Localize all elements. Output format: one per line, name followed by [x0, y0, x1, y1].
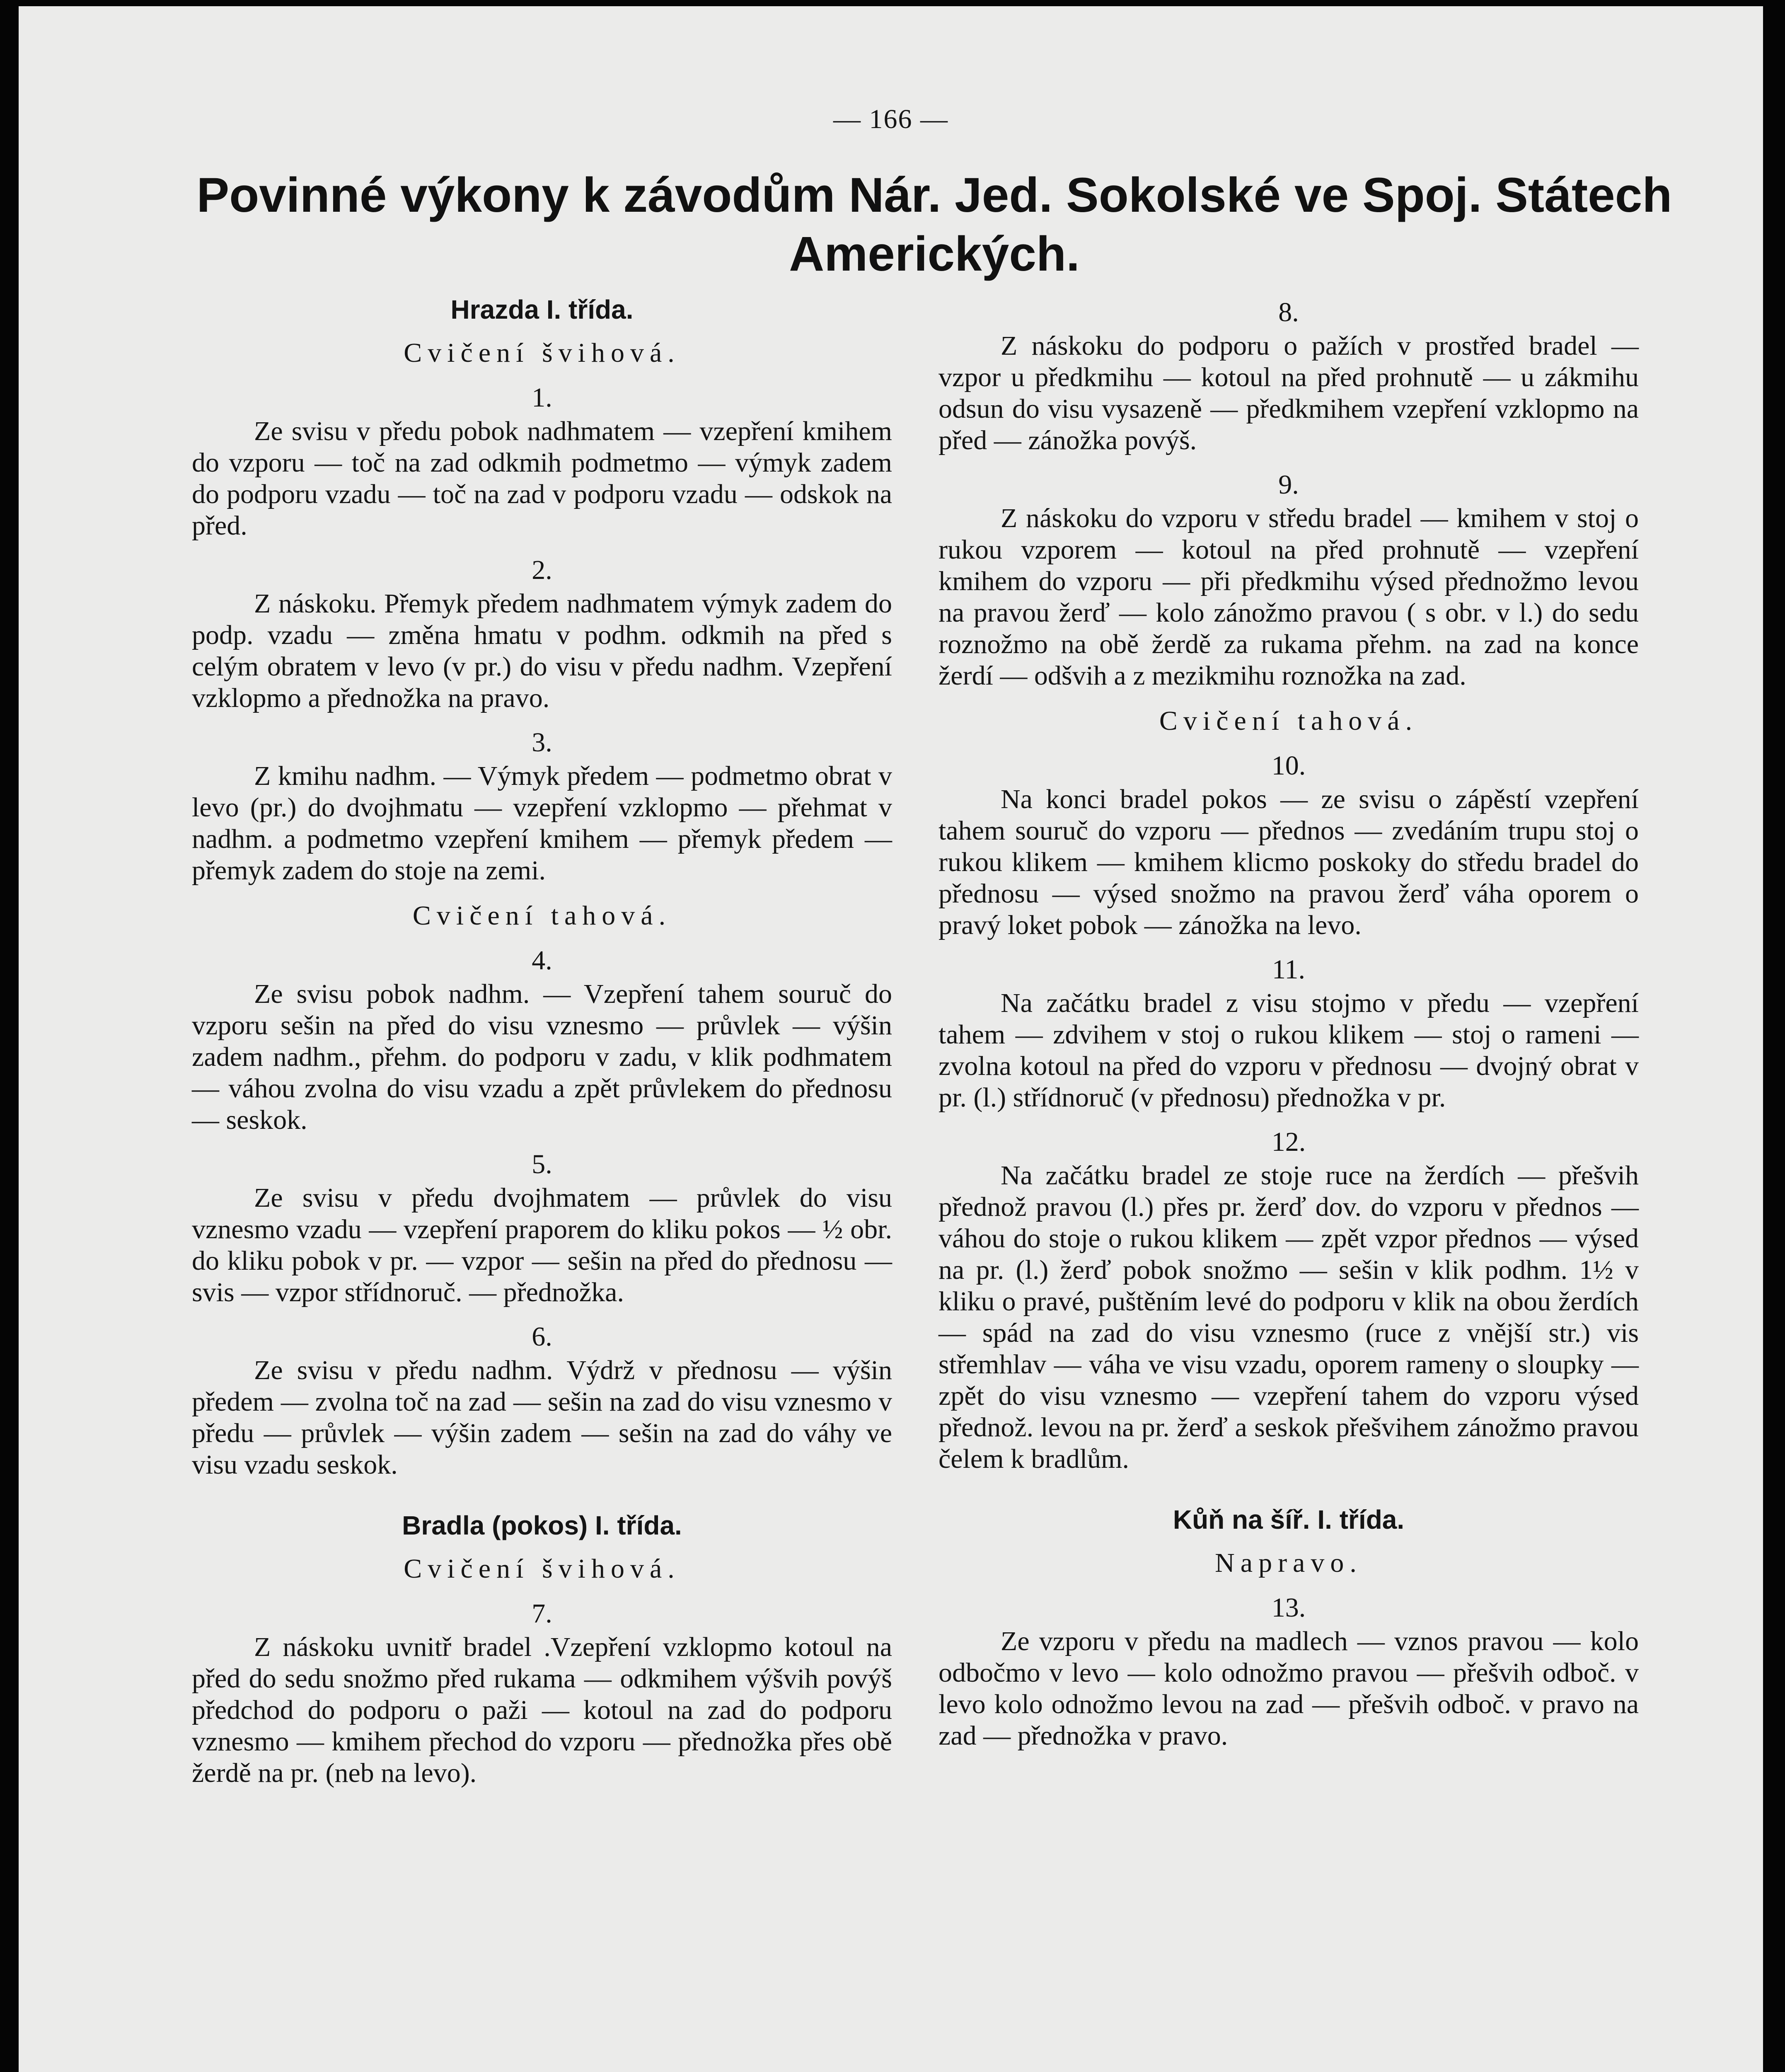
subheading-svihova: Cvičení švihová.: [404, 1554, 680, 1584]
exercise-number: 8.: [1278, 297, 1299, 327]
exercise-text: Na začátku bradel ze stoje ruce na žerdích — přešvih přednož pravou (l.) přes pr. žerď dov. do vzporu v přednos — váhou do stoje o rukou klikem — zpět vzpor přednos — výsed na pr. (l.) žerď pobok snožmo — sešin v klik podhm. 1½ v kliku o pravé, puštěním levé do podporu v klik na obou žerdích — spád na zad do visu vznesmo (ruce z vnější str.) vis střemhlav — váha ve visu vzadu, oporem rameny o sloupky — zpět do visu vznesmo — vzepření tahem do vzporu výsed přednož. levou na pr. žerď a seskok přešvihem zánožmo pravou čelem k bradlům.: [938, 1160, 1639, 1474]
exercise-text: Ze svisu v předu pobok nadhmatem — vzepření kmihem do vzporu — toč na zad odkmih podmetmo — výmyk zadem do podporu vzadu — toč na zad v podporu vzadu — odskok na před.: [192, 416, 892, 541]
subheading-napravo: Napravo.: [1215, 1548, 1362, 1578]
exercise-text: Na začátku bradel z visu stojmo v předu — vzepření tahem — zdvihem v stoj o rukou klikem — stoj o rameni — zvolna kotoul na před do vzporu v přednosu — dvojný obrat v pr. (l.) střídnoruč (v přednosu) přednožka v pr.: [938, 988, 1639, 1113]
left-column: [192, 292, 892, 1800]
exercise-text: Ze svisu v předu nadhm. Výdrž v přednosu — výšin předem — zvolna toč na zad — sešin na zad do visu vznesmo v předu — průvlek — výšin zadem — sešin na zad do váhy ve visu vzadu seskok.: [192, 1355, 892, 1480]
page-number: — 166 —: [833, 104, 948, 134]
section-heading-bradla: Bradla (pokos) I. třída.: [402, 1510, 682, 1540]
exercise-number: 12.: [1271, 1127, 1306, 1157]
exercise-number: 6.: [532, 1322, 552, 1352]
section-heading-kun: Kůň na šíř. I. třída.: [1173, 1505, 1405, 1535]
exercise-number: 5.: [532, 1149, 552, 1179]
exercise-text: Z náskoku uvnitř bradel .Vzepření vzklopmo kotoul na před do sedu snožmo před rukama — odkmihem výšvih povýš předchod do podporu o paži — kotoul na zad do podporu vznesmo — kmihem přechod do vzporu — přednožka přes obě žerdě na pr. (neb na levo).: [192, 1632, 892, 1788]
section-heading-hrazda: Hrazda I. třída.: [450, 295, 634, 324]
exercise-number: 13.: [1271, 1593, 1306, 1623]
exercise-text: Z náskoku do vzporu v středu bradel — kmihem v stoj o rukou vzporem — kotoul na před prohnutě — vzepření kmihem do vzporu — při předkmihu výsed přednožmo levou na pravou žerď — kolo zánožmo pravou ( s obr. v l.) do sedu roznožmo na obě žerdě za rukama přehm. na zad na konce žerdí — odšvih a z mezikmihu roznožka na zad.: [938, 503, 1639, 691]
subheading-tahova: Cvičení tahová.: [412, 900, 672, 931]
scanned-page: [19, 6, 1763, 2072]
exercise-number: 11.: [1272, 954, 1306, 985]
exercise-text: Ze svisu v předu dvojhmatem — průvlek do visu vznesmo vzadu — vzepření praporem do kliku pokos — ½ obr. do kliku pobok v pr. — vzpor — sešin na před do přednosu — svis — vzpor střídnoruč. — přednožka.: [192, 1183, 892, 1307]
exercise-text: Ze vzporu v předu na madlech — vznos pravou — kolo odbočmo v levo — kolo odnožmo pravou — přešvih odboč. v levo kolo odnožmo levou na zad — přešvih odboč. v pravo na zad — přednožka v pravo.: [938, 1626, 1639, 1751]
exercise-number: 3.: [532, 727, 552, 758]
right-column: [938, 292, 1639, 1762]
exercise-number: 2.: [532, 555, 552, 585]
exercise-text: Z kmihu nadhm. — Výmyk předem — podmetmo obrat v levo (pr.) do dvojhmatu — vzepření vzklopmo — přehmat v nadhm. a podmetmo vzepření kmihem — přemyk předem — přemyk zadem do stoje na zemi.: [192, 761, 892, 886]
exercise-number: 4.: [532, 945, 552, 975]
exercise-text: Na konci bradel pokos — ze svisu o zápěstí vzepření tahem souruč do vzporu — přednos — zvedáním trupu stoj o rukou klikem — kmihem klicmo poskoky do středu bradel do přednosu — výsed snožmo na pravou žerď váha oporem o pravý loket pobok — zánožka na levo.: [938, 784, 1639, 940]
exercise-number: 1.: [532, 382, 552, 413]
page-title: Povinné výkony k závodům Nár. Jed. Sokolské ve Spoj. Státech Amerických.: [196, 168, 1672, 281]
exercise-text: Z náskoku. Přemyk předem nadhmatem výmyk zadem do podp. vzadu — změna hmatu v podhm. odkmih na před s celým obratem v levo (v pr.) do visu v předu nadhm. Vzepření vzklopmo a přednožka na pravo.: [192, 588, 892, 713]
subheading-tahova: Cvičení tahová.: [1159, 706, 1418, 736]
exercise-text: Ze svisu pobok nadhm. — Vzepření tahem souruč do vzporu sešin na před do visu vznesmo — průvlek — výšin zadem nadhm., přehm. do podporu v zadu, v klik podhmatem — váhou zvolna do visu vzadu a zpět průvlekem do přednosu — seskok.: [192, 979, 892, 1135]
exercise-text: Z náskoku do podporu o pažích v prostřed bradel — vzpor u předkmihu — kotoul na před prohnutě — u zákmihu odsun do visu vysazeně — předkmihem vzepření vzklopmo na před — zánožka povýš.: [938, 331, 1639, 455]
exercise-number: 10.: [1271, 750, 1306, 781]
exercise-number: 7.: [532, 1598, 552, 1629]
exercise-number: 9.: [1278, 470, 1299, 500]
subheading-svihova: Cvičení švihová.: [404, 338, 680, 368]
